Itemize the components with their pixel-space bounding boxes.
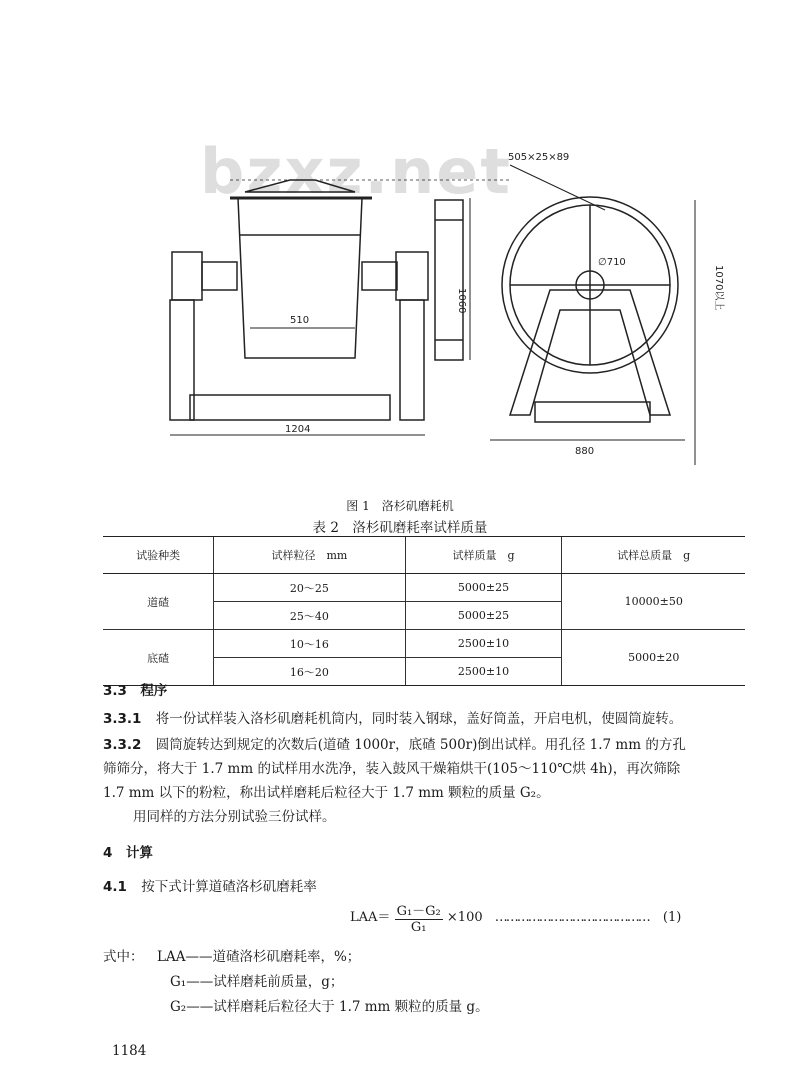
header-type: 试验种类 [103, 537, 214, 574]
formula-laa [350, 900, 681, 935]
cell-mass: 5000±25 [405, 602, 562, 630]
num-4-1: 4.1 [103, 879, 127, 895]
def-g2: G₂——试样磨耗后粒径大于 1.7 mm 颗粒的质量 g。 [170, 999, 489, 1015]
cell-type: 底碴 [103, 630, 214, 686]
table-title: 表 2 洛杉矶磨耗率试样质量 [312, 520, 488, 536]
text-3-3-2-line2: 筛筛分，将大于 1.7 mm 的试样用水洗净，装入鼓风干燥箱烘干(105～110℃烘 4h)，再次筛除 [103, 761, 681, 777]
formula-tag: (1) [662, 910, 682, 925]
figure-caption: 图 1 洛杉矶磨耗机 [346, 499, 454, 513]
right-shaft [362, 262, 397, 290]
table-header-row [103, 537, 745, 574]
cell-mass: 2500±10 [405, 630, 562, 658]
cell-type: 道碴 [103, 574, 214, 630]
dim-length: 510 [290, 315, 310, 326]
section-3-3: 3.3 程序 [103, 683, 168, 699]
watermark: bzxz.net [200, 135, 512, 208]
text-3-3-2-line4: 用同样的方法分别试验三份试样。 [133, 809, 336, 825]
cell-mass: 2500±10 [405, 658, 562, 686]
para-3-3-2 [103, 734, 686, 757]
table-row [103, 630, 745, 658]
header-size: 试样粒径 mm [214, 537, 405, 574]
dim-diameter: ∅710 [598, 257, 626, 268]
header-mass: 试样质量 g [405, 537, 562, 574]
dim-height: 1060 [456, 288, 467, 314]
cell-total: 10000±50 [562, 574, 745, 630]
right-base [535, 402, 650, 422]
cell-total: 5000±20 [562, 630, 745, 686]
base-plate [190, 395, 390, 420]
left-shaft [202, 262, 237, 290]
text-3-3-2-line1: 圆筒旋转达到规定的次数后(道碴 1000r，底碴 500r)倒出试样。用孔径 1.7 mm 的方孔 [155, 737, 686, 753]
right-leg [400, 300, 424, 420]
drum-lid [245, 180, 355, 192]
right-bearing [396, 252, 428, 300]
header-total: 试样总质量 g [562, 537, 745, 574]
table-row [103, 574, 745, 602]
formula-denominator: G₁ [410, 920, 427, 935]
def-g1: G₁——试样磨耗前质量，g； [170, 974, 344, 990]
figure-los-angeles-machine [150, 140, 724, 470]
text-3-3-1: 将一份试样装入洛杉矶磨耗机筒内，同时装入钢球，盖好筒盖，开启电机，使圆筒旋转。 [155, 711, 683, 727]
text-4-1: 按下式计算道碴洛杉矶磨耗率 [141, 879, 317, 895]
def-laa: LAA——道碴洛杉矶磨耗率，%； [157, 949, 361, 965]
cell-mass: 5000±25 [405, 574, 562, 602]
text-3-3-2-line3: 1.7 mm 以下的粉粒，称出试样磨耗后粒径大于 1.7 mm 颗粒的质量 G₂。 [103, 785, 550, 801]
cell-size: 20～25 [214, 574, 405, 602]
cell-size: 10～16 [214, 630, 405, 658]
table-2 [103, 536, 745, 686]
formula-dots: …………………………………… [494, 910, 649, 925]
drum-body [238, 198, 362, 358]
num-3-3-1: 3.3.1 [103, 711, 142, 727]
page-number: 1184 [112, 1043, 147, 1059]
para-3-3-1 [103, 708, 682, 731]
dim-height2: 1070以上 [713, 265, 724, 311]
para-4-1 [103, 876, 317, 899]
dim-base: 1204 [285, 424, 311, 435]
left-bearing [172, 252, 202, 300]
cell-size: 25～40 [214, 602, 405, 630]
cell-size: 16～20 [214, 658, 405, 686]
dim-top: 505×25×89 [508, 152, 570, 163]
flywheel [435, 200, 463, 360]
formula-lhs: LAA＝ [350, 910, 391, 925]
where-label: 式中： [103, 949, 144, 965]
formula-fraction [395, 900, 443, 935]
dim-base2: 880 [575, 446, 595, 457]
num-3-3-2: 3.3.2 [103, 737, 142, 753]
formula-numerator: G₁－G₂ [395, 900, 443, 920]
formula-rhs: ×100 [446, 910, 483, 925]
section-4: 4 计算 [103, 845, 153, 861]
